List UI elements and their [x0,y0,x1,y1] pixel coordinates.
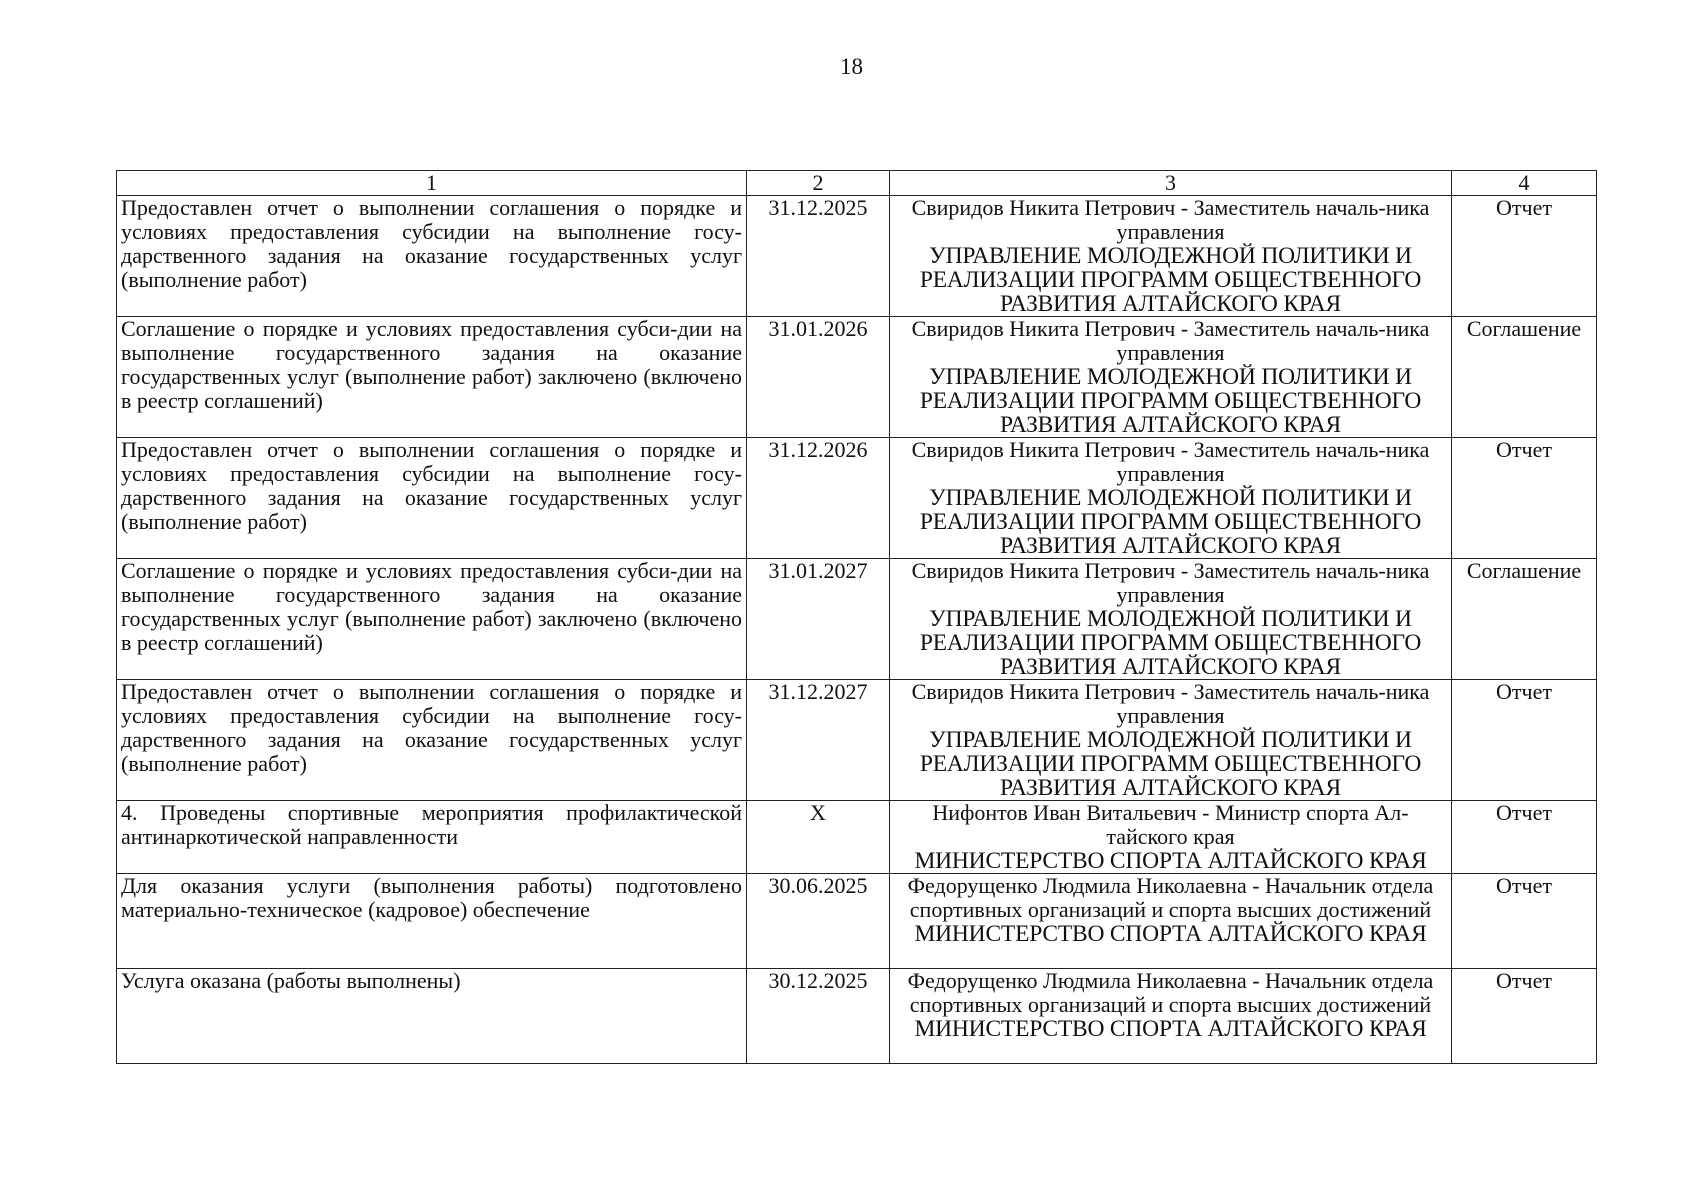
responsible-cell [890,196,1452,317]
column-header: 2 [747,171,890,196]
document-type: Отчет [1452,801,1597,874]
due-date: 30.06.2025 [747,874,890,969]
responsible-person: Федорущенко Людмила Николаевна - Начальник отдела спортивных организаций и спорта высших достижений [907,968,1434,1017]
responsible-person: Свиридов Никита Петрович - Заместитель началь-ника управления [911,195,1430,244]
document-type: Отчет [1452,969,1597,1064]
responsible-organization: МИНИСТЕРСТВО СПОРТА АЛТАЙСКОГО КРАЯ [914,1016,1427,1042]
plan-table [116,170,1597,1064]
responsible-cell [890,680,1452,801]
due-date: 31.01.2026 [747,317,890,438]
responsible-organization: УПРАВЛЕНИЕ МОЛОДЕЖНОЙ ПОЛИТИКИ И РЕАЛИЗАЦИИ ПРОГРАММ ОБЩЕСТВЕННОГО РАЗВИТИЯ АЛТАЙСКОГО КРАЯ [919,727,1422,801]
due-date: 31.12.2025 [747,196,890,317]
column-header: 3 [890,171,1452,196]
page-number: 18 [840,54,863,79]
event-description: Предоставлен отчет о выполнении соглашения о порядке и условиях предоставления субсидии на выполнение госу-дарственного задания на оказание государственных услуг (выполнение работ) [117,196,747,317]
responsible-person: Свиридов Никита Петрович - Заместитель началь-ника управления [911,679,1430,728]
responsible-cell [890,438,1452,559]
responsible-person: Нифонтов Иван Витальевич - Министр спорта Ал-тайского края [932,800,1409,849]
document-type: Отчет [1452,680,1597,801]
responsible-organization: УПРАВЛЕНИЕ МОЛОДЕЖНОЙ ПОЛИТИКИ И РЕАЛИЗАЦИИ ПРОГРАММ ОБЩЕСТВЕННОГО РАЗВИТИЯ АЛТАЙСКОГО КРАЯ [919,243,1422,317]
table-header-row [117,171,1597,196]
responsible-cell [890,874,1452,969]
event-description: Предоставлен отчет о выполнении соглашения о порядке и условиях предоставления субсидии на выполнение госу-дарственного задания на оказание государственных услуг (выполнение работ) [117,680,747,801]
responsible-organization: УПРАВЛЕНИЕ МОЛОДЕЖНОЙ ПОЛИТИКИ И РЕАЛИЗАЦИИ ПРОГРАММ ОБЩЕСТВЕННОГО РАЗВИТИЯ АЛТАЙСКОГО КРАЯ [919,606,1422,680]
due-date: X [747,801,890,874]
responsible-person: Свиридов Никита Петрович - Заместитель началь-ника управления [911,437,1430,486]
due-date: 31.12.2027 [747,680,890,801]
document-type: Отчет [1452,874,1597,969]
table-row [117,801,1597,874]
due-date: 31.12.2026 [747,438,890,559]
event-description: Услуга оказана (работы выполнены) [117,969,747,1064]
event-description: Соглашение о порядке и условиях предоставления субси-дии на выполнение государственного задания на оказание государственных услуг (выполнение работ) заключено (включено в реестр соглашений) [117,559,747,680]
table-row [117,438,1597,559]
event-description: Предоставлен отчет о выполнении соглашения о порядке и условиях предоставления субсидии на выполнение госу-дарственного задания на оказание государственных услуг (выполнение работ) [117,438,747,559]
responsible-organization: УПРАВЛЕНИЕ МОЛОДЕЖНОЙ ПОЛИТИКИ И РЕАЛИЗАЦИИ ПРОГРАММ ОБЩЕСТВЕННОГО РАЗВИТИЯ АЛТАЙСКОГО КРАЯ [919,485,1422,559]
responsible-cell [890,969,1452,1064]
responsible-cell [890,317,1452,438]
due-date: 31.01.2027 [747,559,890,680]
responsible-organization: УПРАВЛЕНИЕ МОЛОДЕЖНОЙ ПОЛИТИКИ И РЕАЛИЗАЦИИ ПРОГРАММ ОБЩЕСТВЕННОГО РАЗВИТИЯ АЛТАЙСКОГО КРАЯ [919,364,1422,438]
table-row [117,969,1597,1064]
document-type: Отчет [1452,196,1597,317]
table-row [117,874,1597,969]
responsible-person: Свиридов Никита Петрович - Заместитель началь-ника управления [911,558,1430,607]
column-header: 4 [1452,171,1597,196]
column-header: 1 [117,171,747,196]
document-type: Соглашение [1452,317,1597,438]
event-description: Для оказания услуги (выполнения работы) подготовлено материально-техническое (кадровое) обеспечение [117,874,747,969]
document-type: Соглашение [1452,559,1597,680]
event-description: Соглашение о порядке и условиях предоставления субси-дии на выполнение государственного задания на оказание государственных услуг (выполнение работ) заключено (включено в реестр соглашений) [117,317,747,438]
table-row [117,559,1597,680]
responsible-organization: МИНИСТЕРСТВО СПОРТА АЛТАЙСКОГО КРАЯ [914,848,1427,874]
document-type: Отчет [1452,438,1597,559]
table-row [117,680,1597,801]
responsible-person: Свиридов Никита Петрович - Заместитель началь-ника управления [911,316,1430,365]
due-date: 30.12.2025 [747,969,890,1064]
table-row [117,317,1597,438]
responsible-cell [890,559,1452,680]
responsible-person: Федорущенко Людмила Николаевна - Начальник отдела спортивных организаций и спорта высших достижений [907,873,1434,922]
table-row [117,196,1597,317]
responsible-cell [890,801,1452,874]
responsible-organization: МИНИСТЕРСТВО СПОРТА АЛТАЙСКОГО КРАЯ [914,921,1427,947]
event-description: 4. Проведены спортивные мероприятия профилактической антинаркотической направленности [117,801,747,874]
